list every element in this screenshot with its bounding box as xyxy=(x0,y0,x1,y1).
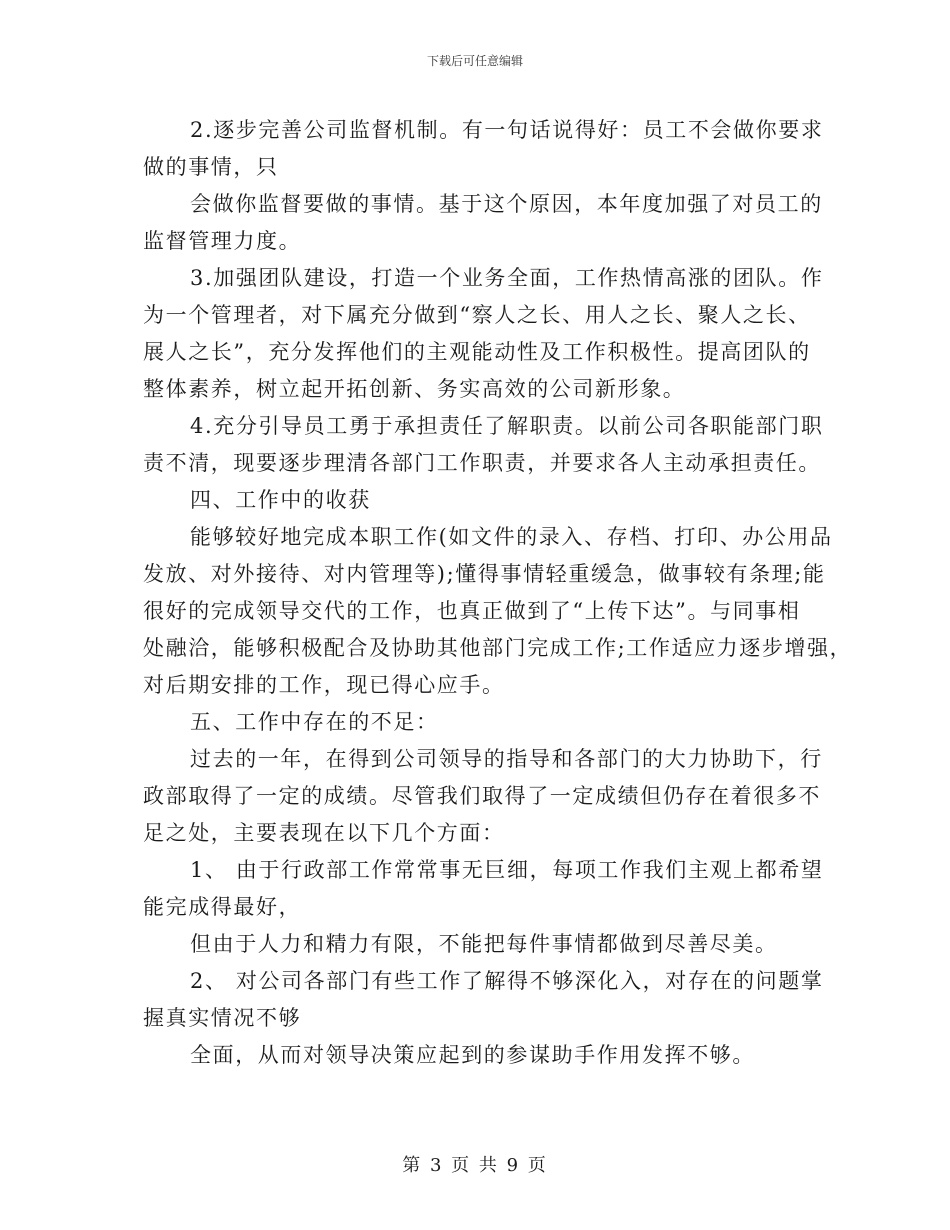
document-body xyxy=(143,112,853,1074)
text-line: 2.逐步完善公司监督机制。有一句话说得好：员工不会做你要求 xyxy=(190,118,824,142)
text-line: 4.充分引导员工勇于承担责任了解职责。以前公司各职能部门职 xyxy=(190,414,824,438)
section-heading: 五、工作中存在的不足： xyxy=(190,710,439,734)
text-line: 3.加强团队建设，打造一个业务全面，工作热情高涨的团队。作 xyxy=(190,266,824,290)
text-line: 1、 由于行政部工作常常事无巨细，每项工作我们主观上都希望 xyxy=(190,858,824,882)
text-line: 为一个管理者，对下属充分做到“察人之长、用人之长、聚人之长、 xyxy=(143,303,811,327)
text-line: 能够较好地完成本职工作(如文件的录入、存档、打印、办公用品 xyxy=(190,525,833,549)
text-line: 握真实情况不够 xyxy=(143,1006,302,1030)
text-line: 但由于人力和精力有限，不能把每件事情都做到尽善尽美。 xyxy=(190,932,778,956)
text-line: 责不清，现要逐步理清各部门工作职责，并要求各人主动承担责任。 xyxy=(143,451,821,475)
text-line: 能完成得最好， xyxy=(143,895,302,919)
text-line: 会做你监督要做的事情。基于这个原因，本年度加强了对员工的 xyxy=(190,192,823,216)
text-line: 做的事情，只 xyxy=(143,155,279,179)
text-line: 发放、对外接待、对内管理等);懂得事情轻重缓急，做事较有条理;能 xyxy=(143,562,826,586)
text-line: 对后期安排的工作，现已得心应手。 xyxy=(143,673,505,697)
text-line: 全面，从而对领导决策应起到的参谋助手作用发挥不够。 xyxy=(190,1043,755,1067)
text-line: 监督管理力度。 xyxy=(143,229,302,253)
text-line: 整体素养，树立起开拓创新、务实高效的公司新形象。 xyxy=(143,377,686,401)
text-line: 足之处，主要表现在以下几个方面： xyxy=(143,821,505,845)
text-line: 2、 对公司各部门有些工作了解得不够深化入，对存在的问题掌 xyxy=(190,969,824,993)
text-line: 政部取得了一定的成绩。尽管我们取得了一定成绩但仍存在着很多不 xyxy=(143,784,821,808)
text-line: 过去的一年，在得到公司领导的指导和各部门的大力协助下，行 xyxy=(190,747,823,771)
text-line: 展人之长”，充分发挥他们的主观能动性及工作积极性。提高团队的 xyxy=(143,340,811,364)
text-line: 很好的完成领导交代的工作，也真正做到了“上传下达”。与同事相 xyxy=(143,599,801,623)
page-number: 第 3 页 共 9 页 xyxy=(402,1155,548,1176)
text-line: 处融洽，能够积极配合及协助其他部门完成工作;工作适应力逐步增强， xyxy=(143,636,853,660)
page-header-note: 下载后可任意编辑 xyxy=(426,54,523,68)
section-heading: 四、工作中的收获 xyxy=(190,488,371,512)
